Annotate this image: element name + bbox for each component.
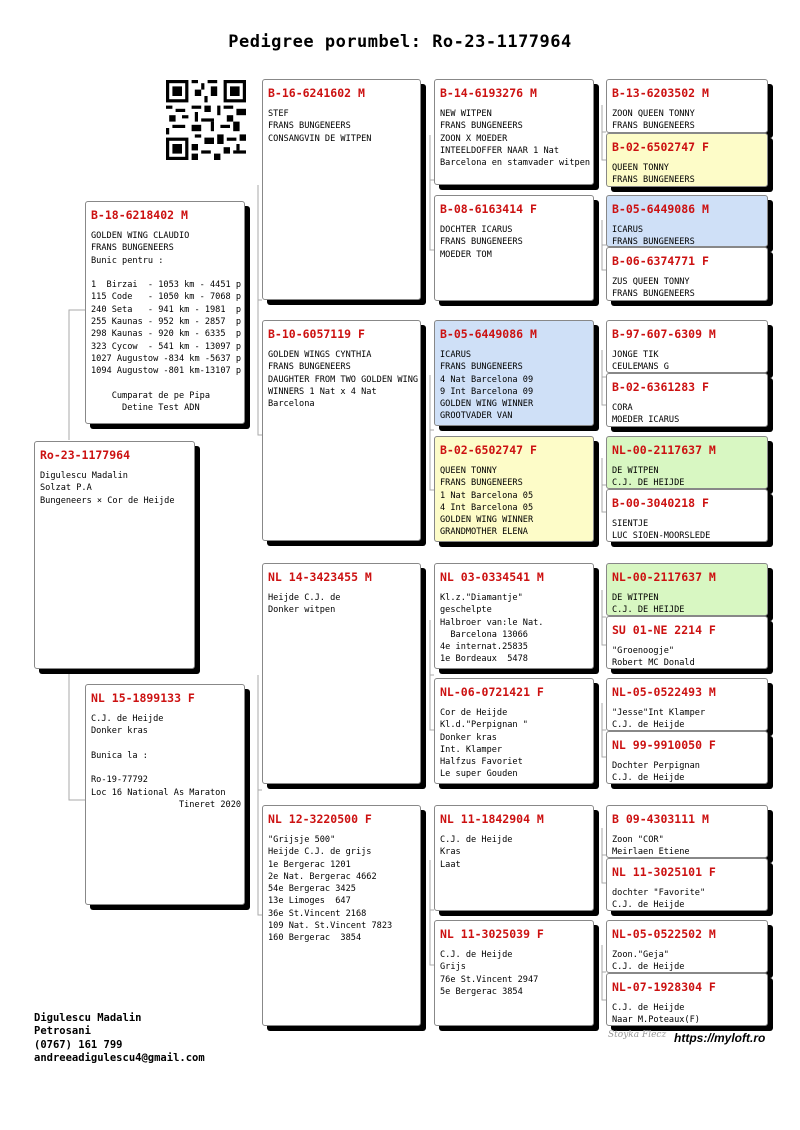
pedigree-card-dds[interactable] [434, 805, 594, 911]
pedigree-line: MOEDER ICARUS [612, 415, 680, 426]
pedigree-line [91, 267, 239, 279]
pedigree-line: FRANS BUNGENEERS [91, 243, 174, 254]
pedigree-line: Kras [440, 847, 461, 858]
ring-number: NL 11-1842904 M [440, 812, 544, 826]
pedigree-line: dochter "Favorite" [612, 888, 706, 898]
ring-number: NL-00-2117637 M [612, 570, 716, 584]
ring-number: B-05-6449086 M [440, 327, 537, 341]
pedigree-card-g6[interactable] [606, 373, 768, 427]
pedigree-card-g3[interactable] [606, 195, 768, 247]
pedigree-line: Cor de Heijde [440, 708, 508, 718]
pedigree-line: 1027 Augustow -834 km -5637 p [91, 353, 242, 364]
pedigree-line: FRANS BUNGENEERS [440, 121, 523, 132]
pedigree-line: INTEELDOFFER NAAR 1 Nat [440, 145, 559, 156]
pedigree-line: Le super Gouden [440, 769, 518, 780]
pedigree-line: WINNERS 1 Nat x 4 Nat [268, 386, 377, 397]
ring-number: NL-05-0522502 M [612, 927, 716, 941]
pedigree-line: FRANS BUNGENEERS [440, 362, 523, 373]
pedigree-line: 13e Limoges 647 [268, 896, 351, 907]
pedigree-card-dam-dam[interactable] [262, 805, 421, 1026]
pedigree-card-sdd[interactable] [434, 436, 594, 542]
website-link[interactable]: https://myloft.ro [674, 1031, 766, 1045]
pedigree-line: C.J. de Heijde [612, 1003, 685, 1013]
pedigree-card-dss[interactable] [434, 563, 594, 669]
pedigree-line: Bungeneers × Cor de Heijde [40, 495, 175, 506]
ring-number: NL 15-1899133 F [91, 691, 195, 705]
pedigree-line: CONSANGVIN DE WITPEN [268, 133, 372, 144]
pedigree-line: Barcelona 13066 [440, 629, 528, 640]
pedigree-line: C.J. DE HEIJDE [612, 478, 685, 489]
pedigree-line: JONGE TIK [612, 350, 659, 360]
signature: Stoyka Flecz [608, 1030, 667, 1040]
pedigree-card-g7[interactable] [606, 436, 768, 489]
pedigree-line: 323 Cycow - 541 km - 13097 p [91, 341, 242, 352]
pedigree-line: 4 Nat Barcelona 09 [440, 374, 534, 385]
pedigree-card-ddd[interactable] [434, 920, 594, 1026]
pedigree-line: GOLDEN WING WINNER [440, 399, 534, 410]
ring-number: B-05-6449086 M [612, 202, 709, 216]
pedigree-line: NEW WITPEN [440, 109, 492, 119]
pedigree-line: Cumparat de pe Pipa [91, 390, 210, 401]
ring-number: NL-06-0721421 F [440, 685, 544, 699]
pedigree-line [91, 378, 239, 390]
pedigree-line: Halfzus Favoriet [440, 757, 523, 768]
ring-number: B-18-6218402 M [91, 208, 188, 222]
ring-number: Ro-23-1177964 [40, 448, 131, 462]
pedigree-line: DOCHTER ICARUS [440, 225, 513, 235]
pedigree-line: 255 Kaunas - 952 km - 2857 p [91, 317, 242, 328]
pedigree-card-g11[interactable] [606, 678, 768, 731]
pedigree-line: Detine Test ADN [91, 403, 200, 414]
pedigree-line: Int. Klamper [440, 744, 503, 755]
pedigree-line: Bunica la : [91, 750, 148, 761]
pedigree-line: Dochter Perpignan [612, 761, 700, 771]
pedigree-line: Naar M.Poteaux(F) [612, 1015, 700, 1026]
pedigree-line: Digulescu Madalin [40, 471, 128, 481]
pedigree-line: Laat [440, 859, 461, 870]
pedigree-line [91, 762, 239, 774]
ring-number: NL-07-1928304 F [612, 980, 716, 994]
pedigree-card-g4[interactable] [606, 247, 768, 301]
pedigree-line: DAUGHTER FROM TWO GOLDEN WING [268, 374, 419, 385]
pedigree-line: GROOTVADER VAN [440, 411, 513, 422]
pedigree-line: FRANS BUNGENEERS [612, 121, 695, 132]
pedigree-line: ZOON QUEEN TONNY [612, 109, 695, 119]
pedigree-line: "Grijsje 500" [268, 835, 336, 845]
ring-number: B 09-4303111 M [612, 812, 709, 826]
pedigree-line: DE WITPEN [612, 466, 659, 476]
pedigree-line: ZUS QUEEN TONNY [612, 277, 690, 287]
pedigree-line: Tineret 2020 [91, 800, 242, 811]
pedigree-line: Heijde C.J. de grijs [268, 847, 372, 858]
pedigree-line: QUEEN TONNY [440, 466, 497, 476]
ring-number: B-13-6203502 M [612, 86, 709, 100]
pedigree-line: Kl.z."Diamantje" [440, 593, 523, 603]
pedigree-line: 76e St.Vincent 2947 [440, 974, 539, 985]
pedigree-card-g14[interactable] [606, 858, 768, 911]
pedigree-line: 4 Int Barcelona 05 [440, 502, 534, 513]
pedigree-line: 4e internat.25835 [440, 642, 528, 653]
pedigree-line: FRANS BUNGENEERS [268, 121, 351, 132]
pedigree-line: Heijde C.J. de [268, 593, 341, 603]
pedigree-line: geschelpte [440, 605, 492, 616]
pedigree-line: C.J. de Heijde [612, 900, 685, 911]
pedigree-line: 1 Birzai - 1053 km - 4451 p [91, 280, 242, 291]
pedigree-line: Donker kras [440, 732, 497, 743]
pedigree-line: FRANS BUNGENEERS [612, 237, 695, 247]
pedigree-line: 5e Bergerac 3854 [440, 986, 523, 997]
pedigree-line: 9 Int Barcelona 09 [440, 386, 534, 397]
pedigree-line: LUC SIOEN-MOORSLEDE [612, 531, 711, 542]
pedigree-line: GRANDMOTHER ELENA [440, 527, 528, 538]
pedigree-card-g1[interactable] [606, 79, 768, 133]
breeder-email[interactable]: andreeadigulescu4@gmail.com [34, 1052, 205, 1064]
pedigree-line: FRANS BUNGENEERS [440, 237, 523, 248]
ring-number: B-10-6057119 F [268, 327, 365, 341]
pedigree-card-sire[interactable] [85, 201, 245, 424]
pedigree-line: Zoon."Geja" [612, 950, 669, 960]
pedigree-line: 36e St.Vincent 2168 [268, 908, 367, 919]
pedigree-line: Grijs [440, 962, 466, 973]
breeder-phone: (0767) 161 799 [34, 1038, 123, 1051]
pedigree-card-g15[interactable] [606, 920, 768, 973]
pedigree-card-g5[interactable] [606, 320, 768, 373]
pedigree-card-g12[interactable] [606, 731, 768, 784]
page-title: Pedigree porumbel: Ro-23-1177964 [228, 32, 572, 52]
breeder-contact [34, 998, 205, 1066]
pedigree-line: 1e Bergerac 1201 [268, 859, 351, 870]
pedigree-line: STEF [268, 109, 289, 119]
pedigree-card-dam[interactable] [85, 684, 245, 905]
pedigree-line: 298 Kaunas - 920 km - 6335 p [91, 329, 242, 340]
pedigree-line: ZOON X MOEDER [440, 133, 508, 144]
pedigree-card-sire-sire[interactable] [262, 79, 421, 300]
pedigree-line: C.J. de Heijde [612, 773, 685, 784]
pedigree-line: Barcelona en stamvader witpen [440, 158, 591, 169]
pedigree-line: "Groenoogje" [612, 646, 675, 656]
pedigree-line: 240 Seta - 941 km - 1981 p [91, 304, 242, 315]
ring-number: B-02-6502747 F [440, 443, 537, 457]
pedigree-line: 160 Bergerac 3854 [268, 933, 362, 944]
ring-number: B-02-6502747 F [612, 140, 709, 154]
pedigree-line: Solzat P.A [40, 483, 92, 494]
pedigree-line: Kl.d."Perpignan " [440, 720, 528, 731]
pedigree-line: Ro-19-77792 [91, 775, 148, 786]
pedigree-line: C.J. de Heijde [612, 962, 685, 973]
pedigree-line: ICARUS [612, 225, 644, 235]
pedigree-line: Loc 16 National As Maraton [91, 787, 226, 798]
pedigree-line: Bunic pentru : [91, 255, 164, 266]
pedigree-line: 54e Bergerac 3425 [268, 884, 356, 895]
ring-number: NL 11-3025101 F [612, 865, 716, 879]
ring-number: NL-00-2117637 M [612, 443, 716, 457]
pedigree-line: Meirlaen Etiene [612, 847, 690, 858]
pedigree-card-dsd[interactable] [434, 678, 594, 784]
pedigree-line: FRANS BUNGENEERS [612, 289, 695, 300]
pedigree-line: QUEEN TONNY [612, 163, 669, 173]
pedigree-line: MOEDER TOM [440, 249, 492, 260]
pedigree-line: 1094 Augustow -801 km-13107 p [91, 366, 242, 377]
pedigree-line: 1e Bordeaux 5478 [440, 654, 528, 665]
pedigree-line: CORA [612, 403, 633, 413]
pedigree-line: CEULEMANS G [612, 362, 669, 373]
ring-number: B-06-6374771 F [612, 254, 709, 268]
pedigree-line: C.J. de Heijde [91, 714, 164, 724]
ring-number: B-97-607-6309 M [612, 327, 716, 341]
pedigree-line: Donker witpen [268, 605, 336, 616]
ring-number: B-14-6193276 M [440, 86, 537, 100]
pedigree-line: C.J. de Heijde [440, 835, 513, 845]
pedigree-card-sire-dam[interactable] [262, 320, 421, 541]
pedigree-card-subject[interactable] [34, 441, 195, 669]
pedigree-card-g10[interactable] [606, 616, 768, 669]
pedigree-line: DE WITPEN [612, 593, 659, 603]
pedigree-card-dam-sire[interactable] [262, 563, 421, 784]
ring-number: NL 12-3220500 F [268, 812, 372, 826]
pedigree-line: SIENTJE [612, 519, 649, 529]
pedigree-card-g8[interactable] [606, 489, 768, 542]
ring-number: NL-05-0522493 M [612, 685, 716, 699]
pedigree-line: Robert MC Donald [612, 658, 695, 669]
ring-number: B-00-3040218 F [612, 496, 709, 510]
pedigree-card-sss[interactable] [434, 79, 594, 185]
qr-code-icon [166, 80, 246, 160]
ring-number: NL 03-0334541 M [440, 570, 544, 584]
pedigree-line: Zoon "COR" [612, 835, 664, 845]
pedigree-line: FRANS BUNGENEERS [440, 478, 523, 489]
pedigree-card-ssd[interactable] [434, 195, 594, 301]
pedigree-line: FRANS BUNGENEERS [612, 175, 695, 186]
pedigree-card-g16[interactable] [606, 973, 768, 1026]
pedigree-line: "Jesse"Int Klamper [612, 708, 706, 718]
breeder-city: Petrosani [34, 1025, 91, 1037]
pedigree-card-g9[interactable] [606, 563, 768, 616]
pedigree-card-g13[interactable] [606, 805, 768, 858]
ring-number: NL 99-9910050 F [612, 738, 716, 752]
pedigree-line [91, 738, 239, 750]
pedigree-line: C.J. DE HEIJDE [612, 605, 685, 616]
pedigree-line: Halbroer van:le Nat. [440, 617, 544, 628]
ring-number: B-16-6241602 M [268, 86, 365, 100]
ring-number: B-08-6163414 F [440, 202, 537, 216]
pedigree-card-sds[interactable] [434, 320, 594, 426]
pedigree-line: C.J. de Heijde [612, 720, 685, 731]
ring-number: NL 14-3423455 M [268, 570, 372, 584]
pedigree-line: FRANS BUNGENEERS [268, 362, 351, 373]
pedigree-line: GOLDEN WING WINNER [440, 515, 534, 526]
ring-number: B-02-6361283 F [612, 380, 709, 394]
pedigree-line: Donker kras [91, 726, 148, 737]
pedigree-line: 109 Nat. St.Vincent 7823 [268, 921, 393, 932]
pedigree-line: ICARUS [440, 350, 472, 360]
pedigree-card-g2[interactable] [606, 133, 768, 187]
breeder-name: Digulescu Madalin [34, 1011, 142, 1024]
pedigree-line: 115 Code - 1050 km - 7068 p [91, 292, 242, 303]
pedigree-line: C.J. de Heijde [440, 950, 513, 960]
ring-number: NL 11-3025039 F [440, 927, 544, 941]
ring-number: SU 01-NE 2214 F [612, 623, 716, 637]
pedigree-line: Barcelona [268, 399, 315, 410]
pedigree-line: 2e Nat. Bergerac 4662 [268, 871, 377, 882]
pedigree-line: GOLDEN WINGS CYNTHIA [268, 350, 372, 360]
pedigree-line: GOLDEN WING CLAUDIO [91, 231, 190, 241]
pedigree-line: 1 Nat Barcelona 05 [440, 490, 534, 501]
